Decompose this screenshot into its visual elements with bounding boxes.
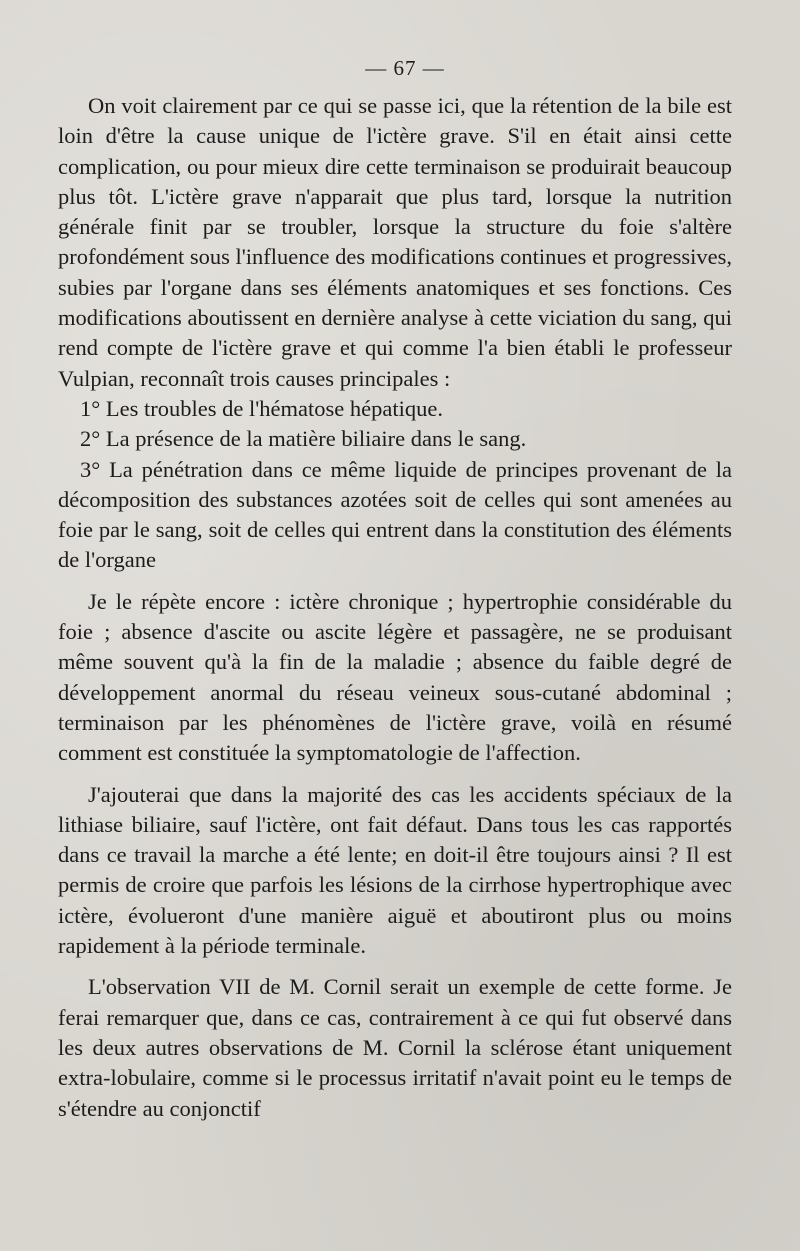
paragraph-4: L'observation VII de M. Cornil serait un exemple de cette forme. Je ferai remarquer que, dans ce cas, contrairement à ce qui fut observé dans les deux autres observations de M. Cornil la sclérose étant uniquement extra-lobulaire, comme si le processus irritatif n'avait point eu le temps de s'étendre au conjonctif — [58, 974, 732, 1121]
list-item-2: 2° La présence de la matière biliaire dans le sang. — [80, 426, 527, 452]
paragraph-3: J'ajouterai que dans la majorité des cas les accidents spéciaux de la lithiase biliaire, sauf l'ictère, ont fait défaut. Dans tous les cas rapportés dans ce travail la marche a été lente; en doit-il être toujours ainsi ? Il est permis de croire que parfois les lésions de la cirrhose hypertrophique avec ictère, évolueront d'une manière aiguë et aboutiront plus ou moins rapidement à la période terminale. — [58, 781, 732, 959]
list-item-1: 1° Les troubles de l'hématose hépatique. — [80, 395, 443, 421]
paragraph-1: On voit clairement par ce qui se passe ici, que la rétention de la bile est loin d'être la cause unique de l'ictère grave. S'il en était ainsi cette complication, ou pour mieux dire cette terminaison se produirait beaucoup plus tôt. L'ictère grave n'apparait que plus tard, lorsque la nutrition générale finit par se troubler, lorsque la structure du foie s'altère profondément sous l'influence des modifications continues et progressives, subies par l'organe dans ses éléments anatomiques et ses fonctions. Ces modifications aboutissent en dernière analyse à cette viciation du sang, qui rend compte de l'ictère grave et qui comme l'a bien établi le professeur Vulpian, reconnaît trois causes principales : — [58, 93, 732, 391]
paragraph-2: Je le répète encore : ictère chronique ; hypertrophie considérable du foie ; absence d'ascite ou ascite légère et passagère, ne se produisant même souvent qu'à la fin de la maladie ; absence du faible degré de développement anormal du réseau veineux sous-cutané abdominal ; terminaison par les phénomènes de l'ictère grave, voilà en résumé comment est constituée la symptomatologie de l'affection. — [58, 588, 732, 766]
list-item-3: 3° La pénétration dans ce même liquide de principes provenant de la décomposition des substances azotées soit de celles qui sont amenées au foie par le sang, soit de celles qui entrent dans la constitution des éléments de l'organe — [58, 456, 732, 573]
page-number: — 67 — — [365, 56, 445, 80]
